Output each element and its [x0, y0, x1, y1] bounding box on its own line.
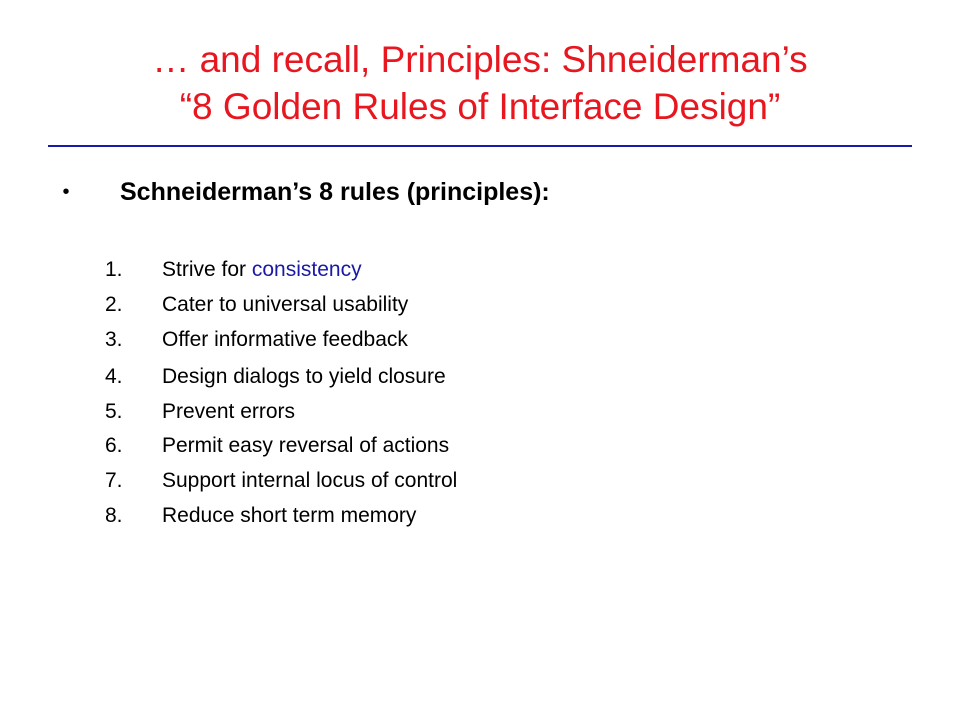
rule-text: Cater to universal usability	[162, 293, 409, 316]
rule-number: 4.	[105, 365, 123, 388]
rule-text: Design dialogs to yield closure	[162, 365, 446, 388]
rule-text: Offer informative feedback	[162, 328, 408, 351]
rule-text: Prevent errors	[162, 400, 296, 423]
slide-title-line-2: “8 Golden Rules of Interface Design”	[179, 86, 781, 127]
rule-number: 2.	[105, 293, 123, 316]
rule-number: 5.	[105, 400, 123, 423]
rule-item-4	[0, 358, 700, 396]
rule-text-main: Strive for	[162, 258, 252, 281]
rule-text: Permit easy reversal of actions	[162, 434, 450, 457]
rule-text	[162, 251, 362, 289]
rule-item-2	[0, 286, 700, 324]
rule-number: 7.	[105, 469, 123, 492]
slide-title	[40, 36, 920, 130]
rule-number: 8.	[105, 504, 123, 527]
rule-number: 3.	[105, 328, 123, 351]
rule-item-1	[0, 251, 700, 289]
rule-highlight: consistency	[251, 258, 362, 281]
rule-item-3	[0, 321, 700, 359]
rule-number: 1.	[105, 258, 123, 281]
rule-item-6	[0, 427, 700, 465]
bullet-dot-icon: •	[62, 181, 70, 203]
rule-text: Support internal locus of control	[162, 469, 458, 492]
rule-text: Reduce short term memory	[162, 504, 417, 527]
rule-item-8	[0, 497, 700, 535]
title-divider	[48, 145, 912, 147]
slide-title-line-1: … and recall, Principles: Shneiderman’s	[152, 39, 808, 80]
principles-heading: Schneiderman’s 8 rules (principles):	[120, 178, 550, 206]
rule-number: 6.	[105, 434, 123, 457]
rule-item-7	[0, 462, 700, 500]
rule-item-5	[0, 393, 700, 431]
